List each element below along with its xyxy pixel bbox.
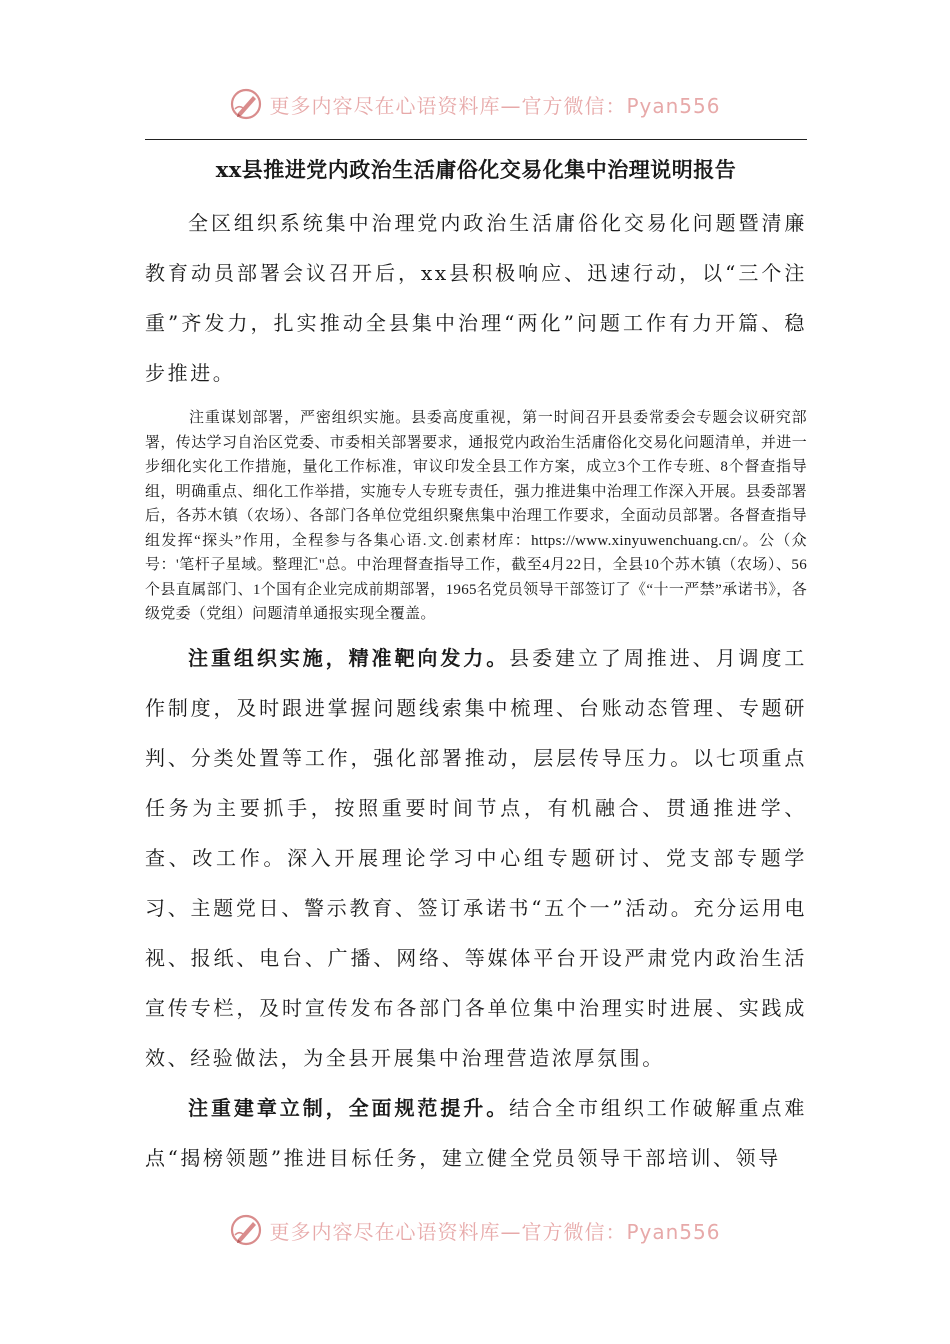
pen-logo-icon [229, 1213, 263, 1247]
banner-text: 更多内容尽在心语资料库—官方微信：Pyan556 [269, 93, 721, 118]
footer-banner-text: 更多内容尽在心语资料库—官方微信：Pyan556 [269, 1219, 721, 1244]
section3-heading: 注重建章立制，全面规范提升。 [188, 1095, 510, 1120]
header-banner [0, 82, 950, 126]
section2-heading: 注重组织实施，精准靶向发力。 [188, 645, 510, 670]
intro-paragraph: 全区组织系统集中治理党内政治生活庸俗化交易化问题暨清廉教育动员部署会议召开后，xx县积极响应、迅速行动，以“三个注重”齐发力，扎实推动全县集中治理“两化”问题工作有力开篇、稳步推进。 [145, 211, 807, 385]
section3-paragraph [145, 1083, 807, 1183]
document-title: xx县推进党内政治生活庸俗化交易化集中治理说明报告 [215, 157, 737, 182]
header-divider [145, 139, 807, 140]
pen-logo-icon [229, 87, 263, 121]
section2-body: 县委建立了周推进、月调度工作制度，及时跟进掌握问题线索集中梳理、台账动态管理、专题研判、分类处置等工作，强化部署推动，层层传导压力。以七项重点任务为主要抓手，按照重要时间节点，有机融合、贯通推进学、查、改工作。深入开展理论学习中心组专题研讨、党支部专题学习、主题党日、警示教育、签订承诺书“五个一”活动。充分运用电视、报纸、电台、广播、网络、等媒体平台开设严肃党内政治生活宣传专栏，及时宣传发布各部门各单位集中治理实时进展、实践成效、经验做法，为全县开展集中治理营造浓厚氛围。 [145, 645, 807, 1070]
section2-paragraph [145, 633, 807, 1083]
section3-body: 结合全市组织工作破解重点难点“揭榜领题”推进目标任务，建立健全党员领导干部培训、领导 [145, 1095, 807, 1170]
section1-paragraph: 注重谋划部署，严密组织实施。县委高度重视，第一时间召开县委常委会专题会议研究部署，传达学习自治区党委、市委相关部署要求，通报党内政治生活庸俗化交易化问题清单，并进一步细化实化工作措施，量化工作标准，审议印发全县工作方案，成立3个工作专班、8个督查指导组，明确重点、细化工作举措，实施专人专班专责任，强力推进集中治理工作深入开展。县委部署后，各苏木镇（农场）、各部门各单位党组织聚焦集中治理工作要求，全面动员部署。各督查指导组发挥“探头”作用，全程参与各集心语.文.创素材库：https://www.xinyuwenchuang.cn/。公（众号：'笔杆子星域。整理汇"总。中治理督查指导工作，截至4月22日，全县10个苏木镇（农场）、56个县直属部门、1个国有企业完成前期部署，1965名党员领导干部签订了《“十一严禁”承诺书》，各级党委（党组）问题清单通报实现全覆盖。 [145, 410, 807, 622]
footer-banner [0, 1208, 950, 1252]
document-body [145, 198, 807, 1183]
